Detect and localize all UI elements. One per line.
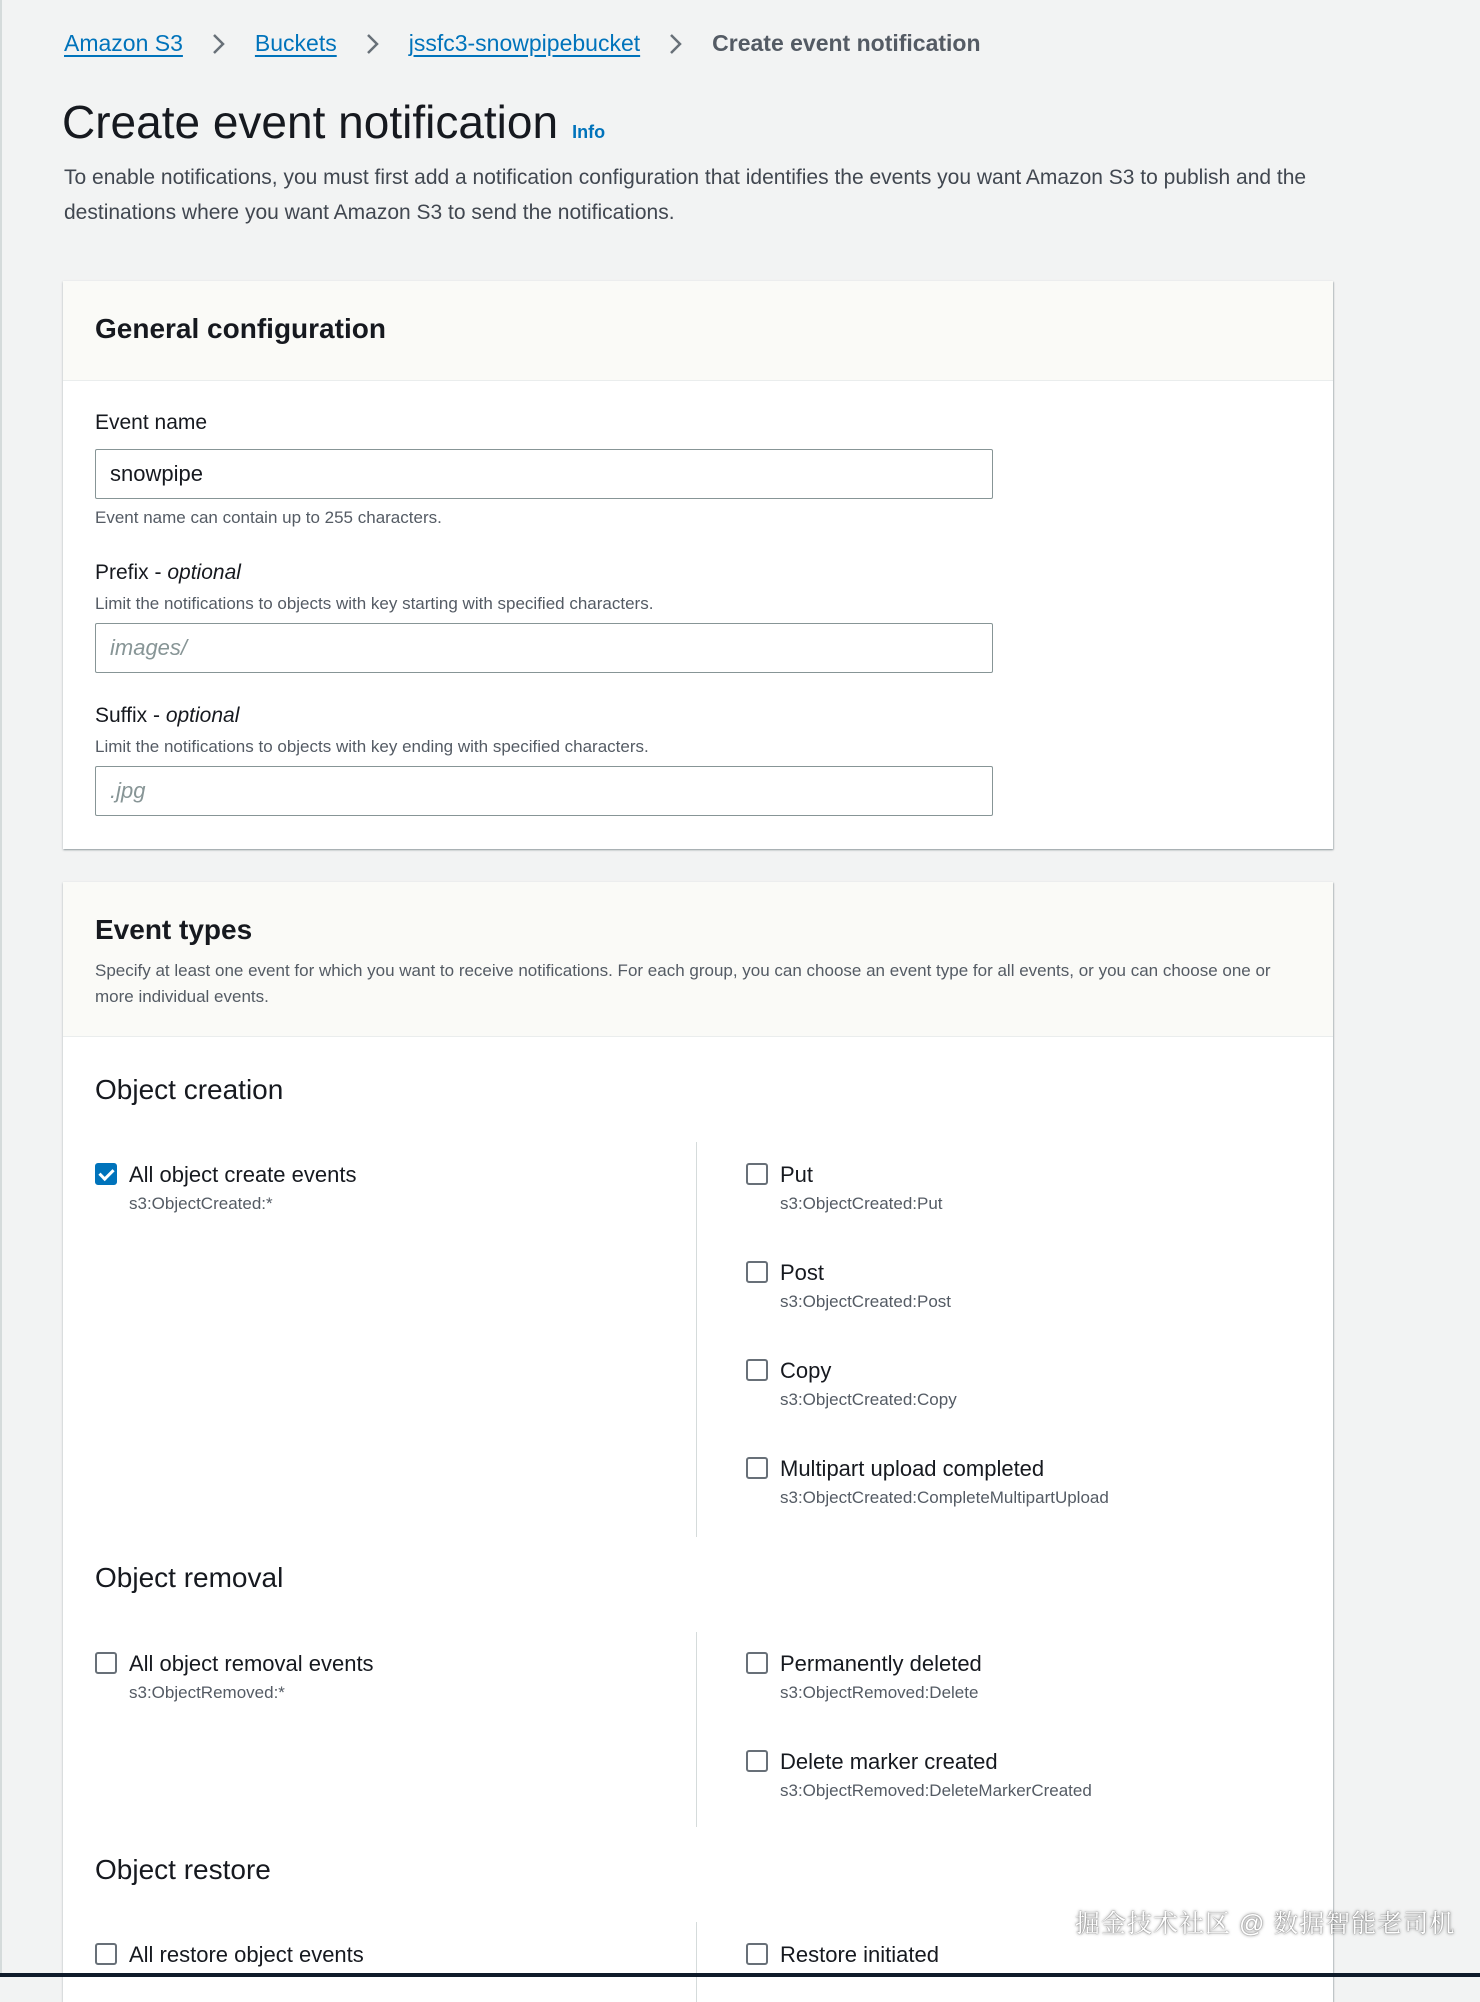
breadcrumb-link-amazon-s3[interactable]: Amazon S3 [64, 30, 183, 56]
event-code: s3:ObjectRemoved:DeleteMarkerCreated [780, 1781, 1092, 1800]
checkbox-multipart-upload[interactable] [746, 1456, 1109, 1508]
object-restore-title: Object restore [95, 1854, 271, 1885]
checkbox-icon[interactable] [746, 1359, 768, 1381]
column-divider [696, 1922, 697, 2002]
panel-title: General configuration [95, 313, 386, 344]
checkbox-copy[interactable] [746, 1358, 957, 1410]
event-code: s3:ObjectCreated:Put [780, 1194, 943, 1213]
checkbox-text [129, 1942, 364, 1968]
event-code: s3:ObjectRemoved:Delete [780, 1683, 979, 1702]
checkbox-label: Post [780, 1260, 825, 1285]
checkbox-label: Multipart upload completed [780, 1456, 1045, 1481]
checkbox-icon[interactable] [746, 1943, 768, 1965]
column-divider [696, 1632, 697, 1827]
checkbox-checked-icon[interactable] [95, 1163, 117, 1185]
checkbox-icon[interactable] [95, 1943, 117, 1965]
optional-tag: optional [165, 704, 240, 727]
checkbox-icon[interactable] [746, 1652, 768, 1674]
checkbox-text [129, 1162, 356, 1214]
event-types-panel [63, 882, 1333, 2002]
suffix-label-text: Suffix [95, 704, 148, 727]
checkbox-icon[interactable] [746, 1163, 768, 1185]
breadcrumb [64, 30, 981, 57]
page-description: To enable notifications, you must first add a notification configuration that identifies the events you want Amazon S3 to publish and the destinations where you want Amazon S3 to send the notifications. [64, 166, 1307, 224]
event-code: s3:ObjectRemoved:* [129, 1683, 285, 1702]
event-name-input[interactable] [95, 449, 993, 499]
event-code: s3:ObjectCreated:Copy [780, 1390, 957, 1409]
event-code: s3:ObjectCreated:Post [780, 1292, 952, 1311]
panel-header [63, 281, 1333, 381]
checkbox-icon[interactable] [746, 1457, 768, 1479]
chevron-right-icon [663, 32, 687, 56]
checkbox-all-restore[interactable] [95, 1942, 364, 1968]
chevron-right-icon [360, 32, 384, 56]
checkbox-label: Permanently deleted [780, 1651, 982, 1676]
event-code: s3:ObjectCreated:* [129, 1194, 273, 1213]
event-code: s3:ObjectCreated:CompleteMultipartUpload [780, 1488, 1109, 1507]
prefix-description: Limit the notifications to objects with key starting with specified characters. [95, 594, 654, 613]
panel-title: Event types [95, 914, 253, 945]
prefix-input[interactable] [95, 623, 993, 673]
page-title [62, 95, 605, 149]
checkbox-text [780, 1456, 1109, 1508]
checkbox-label: Restore initiated [780, 1942, 939, 1967]
bottom-border [0, 1973, 1480, 1977]
checkbox-label: Copy [780, 1358, 832, 1383]
checkbox-all-object-create[interactable] [95, 1162, 356, 1214]
checkbox-label: All object removal events [129, 1651, 374, 1676]
breadcrumb-link-buckets[interactable]: Buckets [254, 30, 337, 56]
checkbox-text [780, 1749, 1092, 1801]
checkbox-text [780, 1358, 957, 1410]
panel-description: Specify at least one event for which you want to receive notifications. For each group, you can choose an event type for all events, or you can choose one or more individual events. [95, 961, 1271, 1006]
suffix-label: Suffix - optional [95, 704, 240, 727]
object-creation-title: Object creation [95, 1074, 284, 1105]
suffix-description: Limit the notifications to objects with key ending with specified characters. [95, 737, 649, 756]
event-name-hint: Event name can contain up to 255 characters. [95, 508, 442, 527]
checkbox-label: Delete marker created [780, 1749, 998, 1774]
checkbox-restore-initiated[interactable] [746, 1942, 939, 1968]
info-link[interactable]: Info [572, 122, 606, 142]
checkbox-text [780, 1942, 939, 1968]
checkbox-icon[interactable] [746, 1750, 768, 1772]
prefix-label-text: Prefix [95, 561, 149, 584]
breadcrumb-link-bucket[interactable]: jssfc3-snowpipebucket [408, 30, 641, 56]
checkbox-permanently-deleted[interactable] [746, 1651, 982, 1703]
checkbox-label: Put [780, 1162, 814, 1187]
page-left-border [0, 0, 2, 1977]
event-name-label: Event name [95, 411, 208, 434]
watermark-text: 掘金技术社区 @ 数据智能老司机 [1075, 1910, 1456, 1938]
checkbox-icon[interactable] [95, 1652, 117, 1674]
chevron-right-icon [206, 32, 230, 56]
breadcrumb-current: Create event notification [712, 30, 981, 56]
column-divider [696, 1142, 697, 1537]
checkbox-put[interactable] [746, 1162, 943, 1214]
checkbox-label: All object create events [129, 1162, 357, 1187]
checkbox-all-object-removal[interactable] [95, 1651, 374, 1703]
object-removal-title: Object removal [95, 1562, 284, 1593]
checkbox-text [780, 1651, 982, 1703]
prefix-label: Prefix - optional [95, 561, 241, 584]
panel-header [63, 882, 1333, 1037]
page-title-text: Create event notification [62, 96, 559, 148]
checkbox-text [780, 1162, 943, 1214]
checkbox-label: All restore object events [129, 1942, 364, 1967]
suffix-input[interactable] [95, 766, 993, 816]
checkbox-text [780, 1260, 951, 1312]
optional-tag: optional [167, 561, 241, 584]
checkbox-icon[interactable] [746, 1261, 768, 1283]
checkbox-post[interactable] [746, 1260, 951, 1312]
checkbox-delete-marker-created[interactable] [746, 1749, 1092, 1801]
general-configuration-panel [63, 281, 1333, 849]
checkbox-text [129, 1651, 374, 1703]
